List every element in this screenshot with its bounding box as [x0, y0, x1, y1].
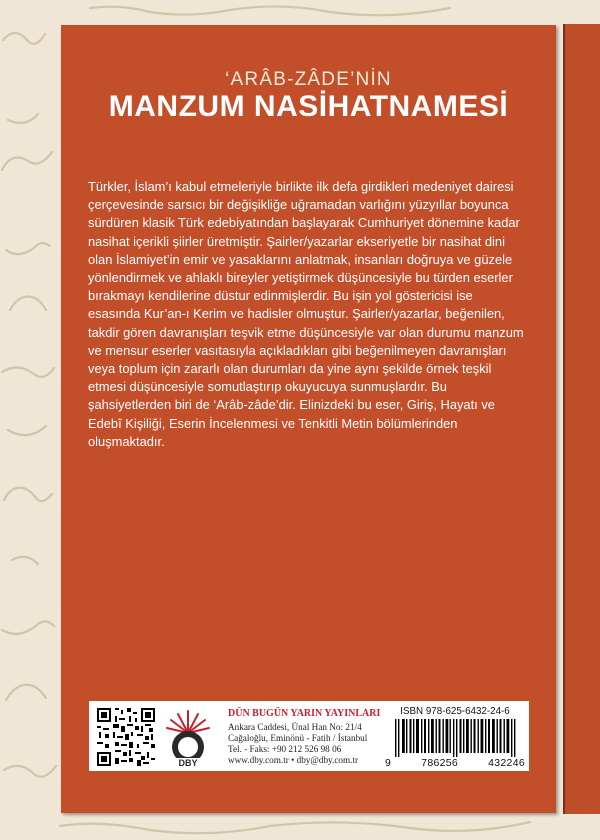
- isbn-digit-prefix: 9: [385, 757, 392, 769]
- publisher-address-2: Cağaloğlu, Eminönü - Fatih / İstanbul: [228, 733, 368, 743]
- isbn-label: ISBN 978-625-6432-24-6: [400, 706, 510, 717]
- blurb-paragraph: Türkler, İslam’ı kabul etmeleriyle birlikte ilk defa girdikleri medeniyet dairesi çerçevesinde sarsıcı bir değişikliğe uğramadan varlığını yüzyıllar boyunca sürdüren klasik Türk edebiyatından başlayarak Cumhuriyet dönemine kadar nasihat içerikli şiirler üretmiştir. Şairler/yazarlar ekseriyetle bir nasihat dini olan İslamiyet’in emir ve yasaklarını anlatmak, insanları doğruya ve güzele yönlendirmek ve ahlaklı bireyler yetiştirmek düşüncesiyle bu türden eserler bırakmayı kendilerine düstur edinmişlerdir. Bu işin yol göstericisi ise esasında Kur’an-ı Kerim ve hadisler olmuştur. Şairler/yazarlar, beğenilen, takdir gören davranışları teşvik etme düşüncesiyle var olan durumu manzum ve mensur eserler vasıtasıyla açıkladıkları gibi beğenilmeyen davranışları veya toplum için zararlı olan durumları da yine aynı şekilde örnek teşkil etmesi düşüncesiyle somutlaştırıp okuyucuya sunmuşlardır. Bu şahsiyetlerden biri de ‘Arâb-zâde’dir. Elinizdeki bu eser, Giriş, Hayatı ve Edebî Kişiliği, Eserin İncelenmesi ve Tenkitli Metin bölümlerinden oluşmaktadır.: [88, 179, 524, 449]
- title-line-2: MANZUM NASİHATNAMESİ: [108, 90, 509, 123]
- adjacent-cover-strip: [563, 24, 600, 814]
- publisher-phone: Tel. - Faks: +90 212 526 98 06: [228, 744, 342, 754]
- logo-text: DBY: [178, 758, 198, 767]
- publisher-web: www.dby.com.tr • dby@dby.com.tr: [228, 755, 359, 765]
- publisher-logo-icon: [162, 707, 214, 767]
- isbn-digit-group-1: 786256: [421, 757, 459, 769]
- publisher-name: DÜN BUGÜN YARIN YAYINLARI: [228, 708, 381, 719]
- publisher-info-box: [89, 701, 529, 771]
- isbn-digits: [385, 757, 525, 769]
- title-line-1: ‘ARÂB-ZÂDE’NİN: [225, 69, 392, 90]
- blurb-text: [88, 178, 528, 451]
- barcode-icon: [385, 719, 525, 757]
- publisher-address-1: Ankara Caddesi, Ünal Han No: 21/4: [228, 722, 362, 732]
- back-cover: [61, 25, 556, 813]
- isbn-digit-group-2: 432246: [488, 757, 525, 769]
- qr-code-icon: [97, 708, 155, 766]
